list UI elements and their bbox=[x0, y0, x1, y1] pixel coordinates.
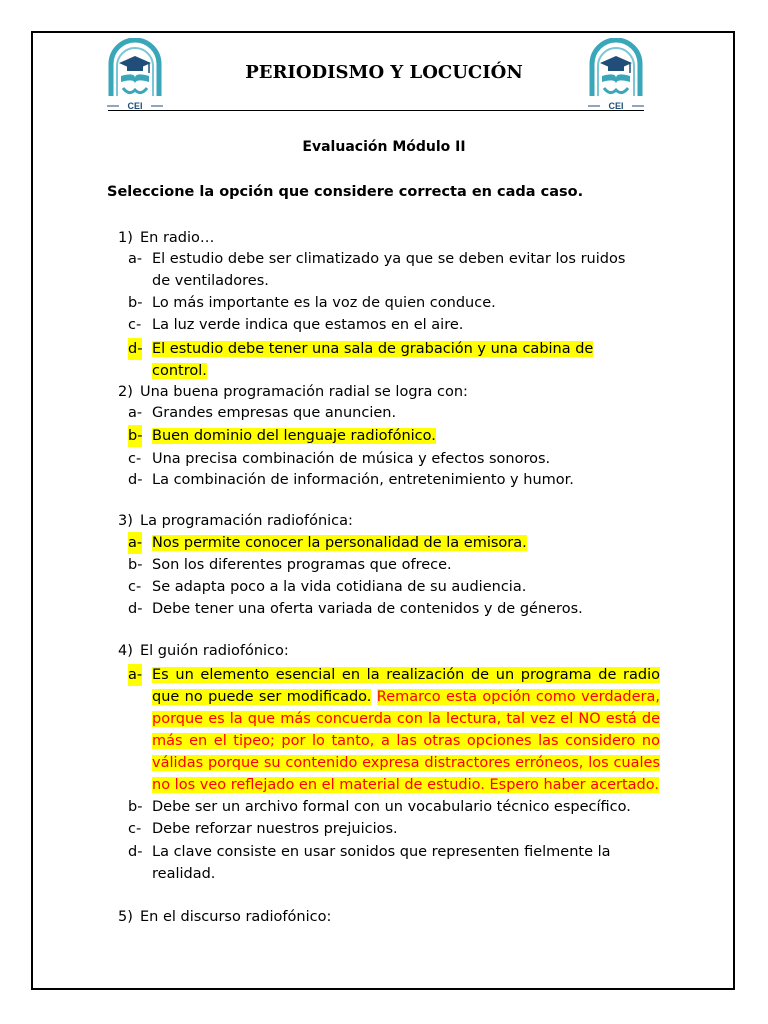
cei-logo-icon bbox=[586, 38, 646, 114]
option-4a-highlighted bbox=[128, 664, 660, 796]
question-text: En el discurso radiofónico: bbox=[140, 909, 332, 925]
option-3c bbox=[128, 576, 640, 598]
question-text: El guión radiofónico: bbox=[140, 643, 289, 659]
option-text: Buen dominio del lenguaje radiofónico. bbox=[152, 428, 436, 444]
option-text: La combinación de información, entretenimiento y humor. bbox=[152, 472, 574, 488]
option-text: La luz verde indica que estamos en el aire. bbox=[152, 317, 464, 333]
option-4b bbox=[128, 796, 640, 818]
header-divider bbox=[108, 110, 644, 111]
question-text: La programación radiofónica: bbox=[140, 513, 353, 529]
option-letter: b- bbox=[128, 425, 142, 447]
evaluation-title: Evaluación Módulo II bbox=[302, 139, 466, 155]
option-2d bbox=[128, 469, 640, 491]
option-1c bbox=[128, 314, 640, 336]
option-text: Nos permite conocer la personalidad de la emisora. bbox=[152, 535, 527, 551]
option-2b-highlighted bbox=[128, 425, 640, 447]
option-letter: c- bbox=[128, 579, 142, 595]
option-2c bbox=[128, 448, 640, 470]
question-3 bbox=[118, 510, 353, 532]
question-number: 5) bbox=[118, 909, 133, 925]
option-3b bbox=[128, 554, 640, 576]
option-letter: b- bbox=[128, 557, 143, 573]
option-text: Es un elemento esencial en la realización de un programa de radio que no puede ser modificado. bbox=[152, 667, 660, 705]
option-letter: d- bbox=[128, 601, 143, 617]
option-text: La clave consiste en usar sonidos que representen fielmente la realidad. bbox=[152, 844, 611, 882]
option-letter: a- bbox=[128, 405, 143, 421]
option-text: Debe ser un archivo formal con un vocabulario técnico específico. bbox=[152, 799, 631, 815]
question-text: Una buena programación radial se logra con: bbox=[140, 384, 468, 400]
option-text: Lo más importante es la voz de quien conduce. bbox=[152, 295, 496, 311]
question-4 bbox=[118, 640, 289, 662]
option-4d bbox=[128, 841, 640, 885]
option-text: Grandes empresas que anuncien. bbox=[152, 405, 397, 421]
option-text: Se adapta poco a la vida cotidiana de su audiencia. bbox=[152, 579, 527, 595]
option-letter: a- bbox=[128, 251, 143, 267]
option-4c bbox=[128, 818, 640, 840]
question-number: 1) bbox=[118, 230, 133, 246]
question-5 bbox=[118, 906, 331, 928]
question-number: 3) bbox=[118, 513, 133, 529]
option-letter: c- bbox=[128, 821, 142, 837]
question-1 bbox=[118, 227, 214, 249]
question-2 bbox=[118, 381, 468, 403]
option-letter: c- bbox=[128, 317, 142, 333]
option-1d-highlighted bbox=[128, 338, 640, 382]
instruction-text: Seleccione la opción que considere correcta en cada caso. bbox=[107, 184, 584, 200]
question-text: En radio… bbox=[140, 230, 215, 246]
option-letter: a- bbox=[128, 664, 142, 686]
option-letter: a- bbox=[128, 532, 142, 554]
option-text: Debe tener una oferta variada de contenidos y de géneros. bbox=[152, 601, 583, 617]
option-letter: c- bbox=[128, 451, 142, 467]
question-number: 4) bbox=[118, 643, 133, 659]
option-text: Una precisa combinación de música y efectos sonoros. bbox=[152, 451, 551, 467]
option-text: Debe reforzar nuestros prejuicios. bbox=[152, 821, 398, 837]
option-1b bbox=[128, 292, 640, 314]
option-3a-highlighted bbox=[128, 532, 640, 554]
page-title: PERIODISMO Y LOCUCIÓN bbox=[245, 62, 523, 83]
option-2a bbox=[128, 402, 640, 424]
option-letter: b- bbox=[128, 799, 143, 815]
logo-text: CEI bbox=[608, 101, 624, 111]
option-letter: d- bbox=[128, 472, 143, 488]
option-letter: d- bbox=[128, 844, 143, 860]
option-3d bbox=[128, 598, 640, 620]
option-letter: d- bbox=[128, 338, 142, 360]
option-text: El estudio debe ser climatizado ya que se deben evitar los ruidos de ventiladores. bbox=[152, 251, 626, 289]
option-letter: b- bbox=[128, 295, 143, 311]
option-text: El estudio debe tener una sala de grabación y una cabina de control. bbox=[152, 341, 594, 379]
logo-text: CEI bbox=[127, 101, 143, 111]
answer-note: Remarco esta opción como verdadera, porque es la que más concuerda con la lectura, tal vez el NO está de más en el tipeo; por lo tanto, a las otras opciones las considero no válidas porque su contenido expresa distractores erróneos, los cuales no los veo reflejado en el material de estudio. Espero haber acertado. bbox=[152, 689, 660, 793]
question-number: 2) bbox=[118, 384, 133, 400]
option-text: Son los diferentes programas que ofrece. bbox=[152, 557, 452, 573]
option-1a bbox=[128, 248, 640, 292]
